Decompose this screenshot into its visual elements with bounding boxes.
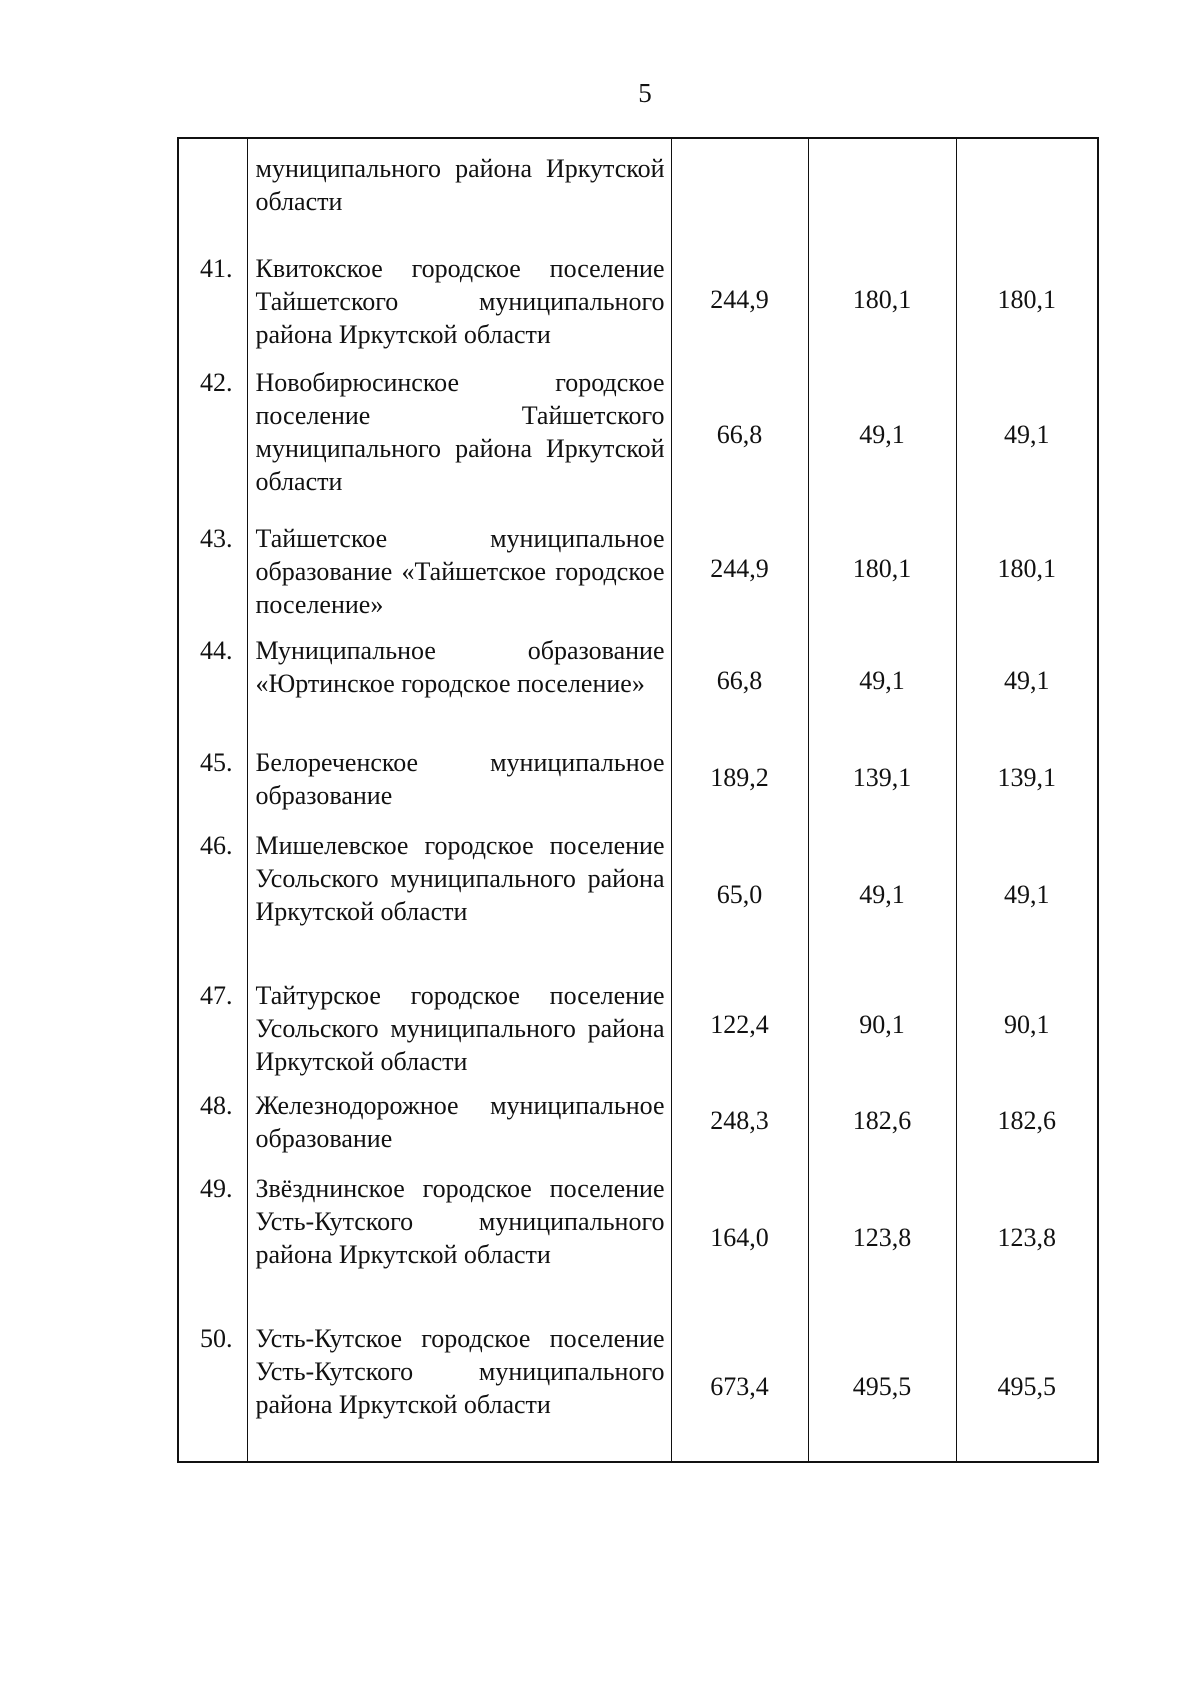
value-cell-2: 139,1 [808,736,956,819]
table-row [178,1079,1098,1162]
value-cell-3: 139,1 [956,736,1098,819]
municipality-name-cell: Мишелевское городское поселение Усольского муниципального района Иркутской области [247,819,671,969]
value-cell-3: 182,6 [956,1079,1098,1162]
table-row-continuation [178,138,1098,242]
value-cell-2: 49,1 [808,819,956,969]
row-number-cell [178,138,247,242]
row-number-cell: 48. [178,1079,247,1162]
table-row [178,819,1098,969]
row-number-cell: 43. [178,512,247,624]
allocation-table [177,137,1099,1463]
value-cell-3: 180,1 [956,512,1098,624]
table-row [178,242,1098,356]
municipality-name-cell: Белореченское муниципальное образование [247,736,671,819]
municipality-name-cell: Звёзднинское городское поселение Усть-Кутского муниципального района Иркутской области [247,1162,671,1312]
value-cell-2: 180,1 [808,512,956,624]
table-body [178,138,1098,1462]
row-number-cell: 42. [178,356,247,512]
table-row [178,1312,1098,1462]
value-cell-2: 90,1 [808,969,956,1079]
value-cell-2: 49,1 [808,624,956,736]
table-row [178,736,1098,819]
row-number-cell: 46. [178,819,247,969]
municipality-name-cell: Новобирюсинское городское поселение Тайшетского муниципального района Иркутской области [247,356,671,512]
value-cell-2: 49,1 [808,356,956,512]
municipality-name-cell: муниципального района Иркутской области [247,138,671,242]
value-cell-1: 673,4 [671,1312,808,1462]
value-cell-2: 180,1 [808,242,956,356]
value-cell-1: 248,3 [671,1079,808,1162]
value-cell-2 [808,138,956,242]
municipality-name-cell: Усть-Кутское городское поселение Усть-Кутского муниципального района Иркутской области [247,1312,671,1462]
value-cell-1: 122,4 [671,969,808,1079]
row-number-cell: 45. [178,736,247,819]
value-cell-1: 244,9 [671,512,808,624]
value-cell-1: 66,8 [671,624,808,736]
table-row [178,512,1098,624]
value-cell-1: 66,8 [671,356,808,512]
municipality-name-cell: Железнодорожное муниципальное образование [247,1079,671,1162]
value-cell-1: 244,9 [671,242,808,356]
value-cell-2: 495,5 [808,1312,956,1462]
value-cell-3 [956,138,1098,242]
value-cell-1: 189,2 [671,736,808,819]
value-cell-3: 180,1 [956,242,1098,356]
value-cell-3: 49,1 [956,819,1098,969]
value-cell-3: 495,5 [956,1312,1098,1462]
value-cell-1 [671,138,808,242]
municipality-name-cell: Тайтурское городское поселение Усольского муниципального района Иркутской области [247,969,671,1079]
municipality-name-cell: Муниципальное образование «Юртинское городское поселение» [247,624,671,736]
table-row [178,1162,1098,1312]
value-cell-3: 90,1 [956,969,1098,1079]
page-number: 5 [638,78,652,108]
table-row [178,624,1098,736]
value-cell-2: 123,8 [808,1162,956,1312]
value-cell-1: 164,0 [671,1162,808,1312]
municipality-name-cell: Тайшетское муниципальное образование «Тайшетское городское поселение» [247,512,671,624]
value-cell-2: 182,6 [808,1079,956,1162]
value-cell-3: 49,1 [956,624,1098,736]
row-number-cell: 49. [178,1162,247,1312]
row-number-cell: 41. [178,242,247,356]
value-cell-3: 49,1 [956,356,1098,512]
value-cell-1: 65,0 [671,819,808,969]
municipality-name-cell: Квитокское городское поселение Тайшетского муниципального района Иркутской области [247,242,671,356]
row-number-cell: 47. [178,969,247,1079]
table-row [178,969,1098,1079]
value-cell-3: 123,8 [956,1162,1098,1312]
table-row [178,356,1098,512]
row-number-cell: 44. [178,624,247,736]
row-number-cell: 50. [178,1312,247,1462]
